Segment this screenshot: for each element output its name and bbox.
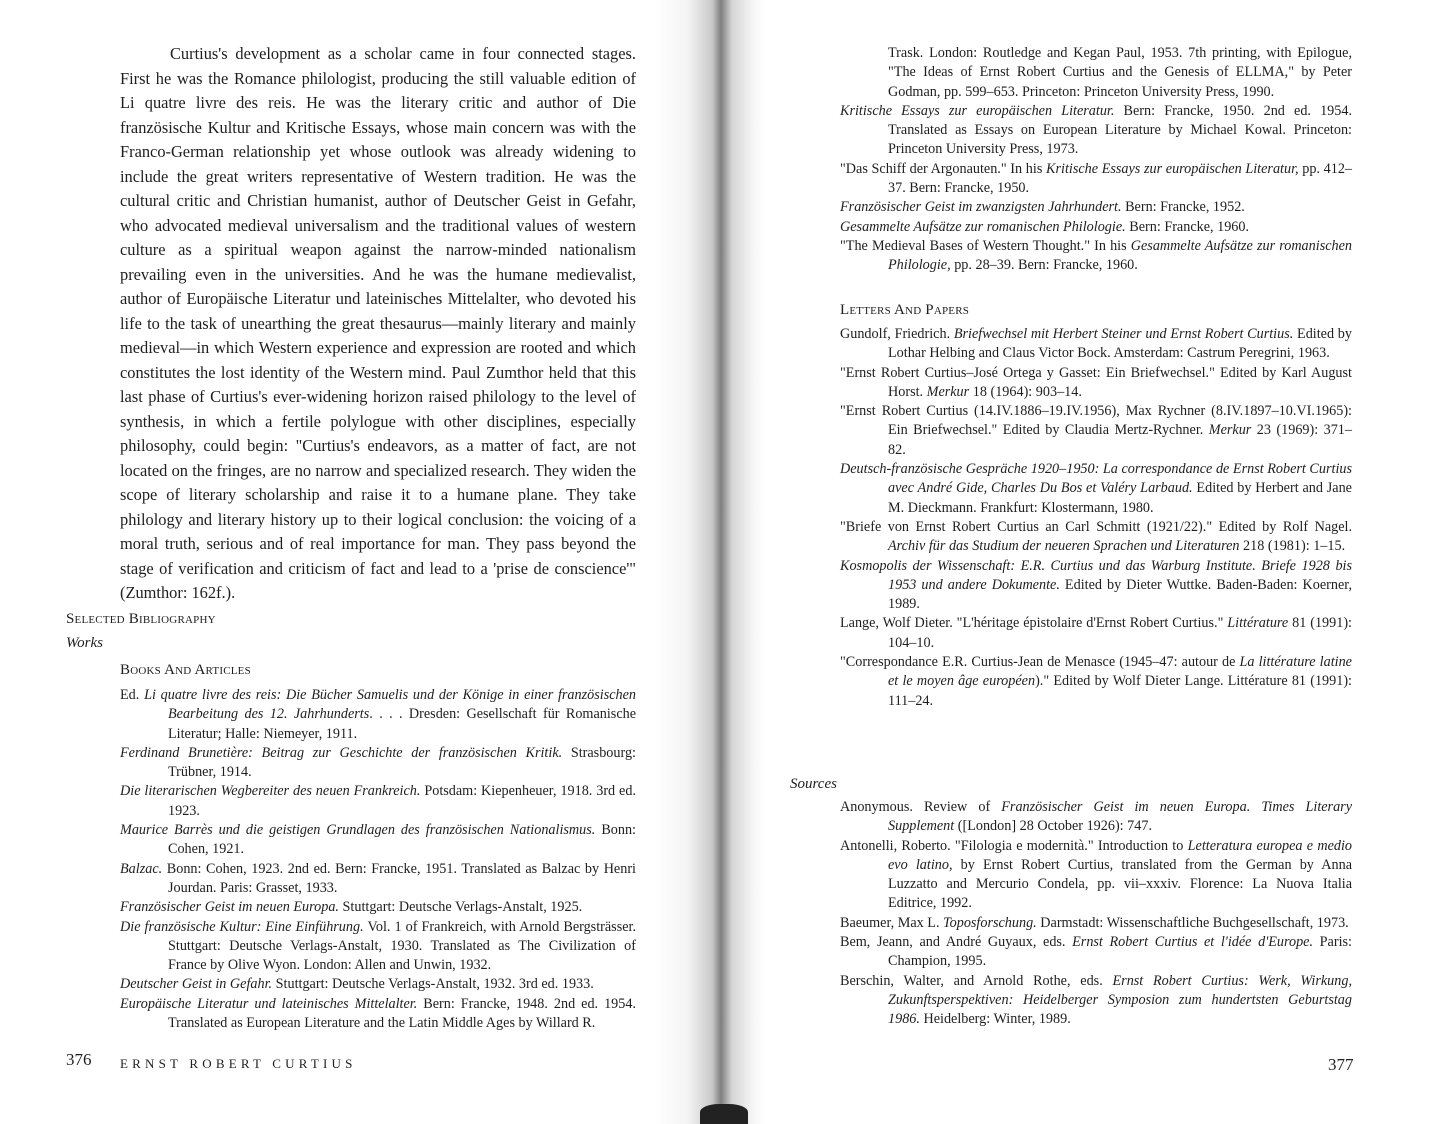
entry-title: Kosmopolis der Wissenschaft: E.R. Curtius und das Warburg Institute. Briefe 1928 bis 1953 und andere Dokumente. <box>840 557 1352 593</box>
entry-title: Merkur <box>926 383 970 400</box>
entry-title: Gesammelte Aufsätze zur romanischen Philologie. <box>840 218 1126 235</box>
letters-heading: Letters And Papers <box>840 302 970 318</box>
bibliography-entry <box>840 614 1352 653</box>
bibliography-entry <box>120 686 636 744</box>
entry-text: . . . . Dresden: Gesellschaft für Romanische Literatur; Halle: Niemeyer, 1911. <box>168 706 637 742</box>
bibliography-entry <box>120 860 636 899</box>
entry-text: )." Edited by Wolf Dieter Lange. Littérature 81 (1991): 111–24. <box>888 673 1352 709</box>
entry-text: Lange, Wolf Dieter. "L'héritage épistolaire d'Ernst Robert Curtius." <box>840 615 1228 632</box>
entry-text: 23 (1969): 371–82. <box>888 422 1352 458</box>
bibliography-entry <box>840 402 1352 460</box>
body-paragraph <box>120 42 636 606</box>
bibliography-entry <box>840 653 1352 711</box>
bibliography-entry <box>840 518 1352 557</box>
entry-title: Merkur <box>1208 422 1252 439</box>
entry-text: "The Medieval Bases of Western Thought." In his <box>840 237 1131 254</box>
bibliography-entry <box>840 237 1352 276</box>
page-number-right: 377 <box>1328 1055 1354 1074</box>
entry-text: 81 (1991): 104–10. <box>888 615 1352 651</box>
entry-text: Bonn: Cohen, 1923. 2nd ed. Bern: Francke, 1951. Translated as Balzac by Henri Jourdan. Paris: Grasset, 1933. <box>162 860 636 896</box>
entry-text: by Ernst Robert Curtius, translated from the German by Anna Luzzatto and Mercurio Condela, pp. vii–xxxiv. Florence: La Nuova Italia Editrice, 1992. <box>888 856 1352 912</box>
bibliography-entry <box>840 102 1352 160</box>
bibliography-entry <box>120 744 636 783</box>
entry-title: Ferdinand Brunetière: Beitrag zur Geschichte der französischen Kritik. <box>120 744 563 761</box>
entry-text: Potsdam: Kiepenheuer, 1918. 3rd ed. 1923. <box>168 783 636 819</box>
running-head: ERNST ROBERT CURTIUS <box>120 1056 357 1071</box>
entry-title: Deutscher Geist in Gefahr. <box>120 976 273 993</box>
entry-title: Deutsch-französische Gespräche 1920–1950: La correspondance de Ernst Robert Curtius avec André Gide, Charles Du Bos et Valéry Larbaud. <box>840 461 1352 497</box>
entry-text: Bonn: Cohen, 1921. <box>168 822 637 858</box>
bibliography-entry <box>840 218 1352 237</box>
entry-title: Die literarischen Wegbereiter des neuen Frankreich. <box>120 783 421 800</box>
entry-title: Kritische Essays zur europäischen Literatur, <box>1046 160 1299 177</box>
entry-text: ([London] 28 October 1926): 747. <box>954 818 1152 835</box>
subsection-sources: Sources <box>790 776 837 792</box>
right-page <box>730 0 1445 1124</box>
entry-text: "Ernst Robert Curtius–José Ortega y Gasset: Ein Briefwechsel." Edited by Karl August Horst. <box>840 364 1352 400</box>
entry-text: Bem, Jeann, and André Guyaux, eds. <box>840 934 1073 951</box>
books-heading: Books And Articles <box>120 662 251 678</box>
entry-text: Edited by Dieter Wuttke. Baden-Baden: Koerner, 1989. <box>888 576 1353 613</box>
bibliography-entry <box>120 918 636 976</box>
bibliography-entry <box>840 460 1352 518</box>
paragraph-text: Curtius's development as a scholar came in four connected stages. First he was the Romance philologist, producing the still valuable edition of Li quatre livre des reis. He was the literary critic and author of Die französische Kultur and Kritische Essays, whose main concern was with the Franco-German relationship yet whose outlook was already widening to include the great writers representative of Western tradition. He was the cultural critic and Christian humanist, author of Deutscher Geist in Gefahr, who advocated medieval universalism and the traditional values of western culture as a spiritual weapon against the narrow-minded nationalism prevailing even in the universities. And he was the humane medievalist, author of Europäische Literatur und lateinisches Mittelalter, who devoted his life to the task of unearthing the great thesaurus—mainly literary and mainly medieval—in which Western experience and expression are rooted and which constitutes the lost identity of the Western mind. Paul Zumthor held that this last phase of Curtius's ever-widening horizon raised philology to the level of synthesis, in which a fertile polylogue with other disciplines, especially philosophy, could begin: "Curtius's endeavors, as a matter of fact, are not located on the fringes, are no narrow and specialized research. They widen the scope of literary scholarship and raise it to a humane plane. They take philology and literary history up to their logical conclusion: the voicing of a moral truth, serious and of real importance for man. They pass beyond the stage of verification and criticism of fact and lead to a 'prise de conscience'" (Zumthor: 162f.). <box>120 44 636 602</box>
entry-text: 18 (1964): 903–14. <box>969 383 1082 400</box>
entry-text: 218 (1981): 1–15. <box>1239 538 1346 555</box>
entry-title: Toposforschung. <box>943 914 1037 931</box>
entry-text: pp. 412–37. Bern: Francke, 1950. <box>888 160 1353 197</box>
entry-title: Briefwechsel mit Herbert Steiner und Ernst Robert Curtius. <box>953 326 1294 342</box>
page-number-left: 376 <box>66 1050 92 1069</box>
entry-title: Li quatre livre des reis: Die Bücher Samuelis und der Könige in einer französischen Bearbeitung des 12. Jahrhunderts <box>144 687 636 723</box>
entry-text: Anonymous. Review of <box>840 799 1002 815</box>
bibliography-list-continued <box>840 44 1352 276</box>
bibliography-entry <box>840 837 1352 914</box>
bibliography-entry <box>840 914 1352 933</box>
entry-title: Ernst Robert Curtius et l'idée d'Europe. <box>1072 934 1314 951</box>
entry-text: Strasbourg: Trübner, 1914. <box>168 744 636 781</box>
bibliography-entry <box>840 325 1352 364</box>
bibliography-entry <box>840 798 1352 837</box>
bibliography-entry <box>120 821 636 860</box>
entry-title: Ernst Robert Curtius: Werk, Wirkung, Zukunftsperspektiven: Heidelberger Symposion zum hundertsten Geburtstag 1986. <box>888 972 1352 1028</box>
entry-title: Littérature <box>1227 615 1289 632</box>
left-page <box>0 0 700 1124</box>
entry-text: Darmstadt: Wissenschaftliche Buchgesellschaft, 1973. <box>1036 914 1349 931</box>
bibliography-entry <box>840 198 1352 217</box>
entry-text: Trask. London: Routledge and Kegan Paul, 1953. 7th printing, with Epilogue, "The Ideas of Ernst Robert Curtius and the Genesis of ELLMA," by Peter Godman, pp. 599–653. Princeton: Princeton University Press, 1990. <box>888 45 1352 100</box>
entry-title: Maurice Barrès und die geistigen Grundlagen des französischen Nationalismus. <box>120 822 596 839</box>
entry-text: Berschin, Walter, and Arnold Rothe, eds. <box>840 972 1113 989</box>
bibliography-entry <box>840 557 1352 615</box>
entry-title: Französischer Geist im neuen Europa. <box>120 899 339 916</box>
bibliography-list-books <box>120 686 636 1033</box>
bibliography-entry <box>120 782 636 821</box>
entry-text: Bern: Francke, 1948. 2nd ed. 1954. Translated as European Literature and the Latin Middle Ages by Willard R. <box>168 995 637 1032</box>
entry-text: Stuttgart: Deutsche Verlags-Anstalt, 1932. 3rd ed. 1933. <box>272 976 594 993</box>
entry-title: Balzac. <box>120 860 163 877</box>
entry-text: "Briefe von Ernst Robert Curtius an Carl Schmitt (1921/22)." Edited by Rolf Nagel. <box>840 518 1352 535</box>
bibliography-list-letters <box>840 325 1352 711</box>
entry-text: Baeumer, Max L. <box>840 914 944 931</box>
entry-text: Gundolf, Friedrich. <box>840 326 954 342</box>
bibliography-list-sources <box>840 798 1352 1030</box>
entry-text: pp. 28–39. Bern: Francke, 1960. <box>950 257 1138 274</box>
entry-text: Edited by Herbert and Jane M. Dieckmann. Frankfurt: Klostermann, 1980. <box>888 480 1352 516</box>
entry-title: Französischer Geist im zwanzigsten Jahrhundert. <box>840 199 1122 216</box>
entry-title: Französischer Geist im neuen Europa. Times Literary Supplement <box>888 799 1352 835</box>
entry-text: Vol. 1 of Frankreich, with Arnold Bergsträsser. Stuttgart: Deutsche Verlags-Anstalt, 1930. Translated as The Civilization of France by Olive Wyon. London: Allen and Unwin, 1932. <box>168 918 636 974</box>
entry-text: "Das Schiff der Argonauten." In his <box>840 160 1047 177</box>
entry-title: Letteratura europea e medio evo latino, <box>888 837 1352 873</box>
bibliography-entry <box>840 972 1352 1030</box>
bibliography-entry <box>840 933 1352 972</box>
entry-text: Ed. <box>120 687 145 703</box>
entry-title: Gesammelte Aufsätze zur romanischen Philologie, <box>888 237 1352 274</box>
entry-title: Kritische Essays zur europäischen Literatur. <box>840 102 1115 119</box>
bibliography-entry <box>840 160 1352 199</box>
entry-text: "Ernst Robert Curtius (14.IV.1886–19.IV.1956), Max Rychner (8.IV.1897–10.VI.1965): Ein Briefwechsel." Edited by Claudia Mertz-Rychner. <box>840 403 1352 439</box>
entry-title: Europäische Literatur und lateinisches Mittelalter. <box>120 995 418 1012</box>
entry-text: Stuttgart: Deutsche Verlags-Anstalt, 1925. <box>338 899 583 916</box>
bibliography-entry <box>120 975 636 994</box>
entry-text: Edited by Lothar Helbing and Claus Victor Bock. Amsterdam: Castrum Peregrini, 1963. <box>888 326 1352 362</box>
entry-text: Bern: Francke, 1960. <box>1125 218 1250 235</box>
bibliography-entry <box>840 44 1352 102</box>
entry-text: Paris: Champion, 1995. <box>888 934 1352 970</box>
entry-text: Bern: Francke, 1950. 2nd ed. 1954. Translated as Essays on European Literature by Michael Kowal. Princeton: Princeton University Press, 1973. <box>888 102 1353 158</box>
subsection-works: Works <box>66 635 103 651</box>
entry-text: Antonelli, Roberto. "Filologia e modernità." Introduction to <box>840 837 1188 854</box>
bibliography-entry <box>120 898 636 917</box>
section-heading-bibliography: Selected Bibliography <box>66 611 216 627</box>
entry-text: "Correspondance E.R. Curtius-Jean de Menasce (1945–47: autour de <box>840 654 1240 671</box>
entry-title: Archiv für das Studium der neueren Sprachen und Literaturen <box>888 538 1240 555</box>
entry-title: La littérature latine et le moyen âge européen <box>888 654 1352 690</box>
entry-title: Die französische Kultur: Eine Einführung. <box>120 918 364 935</box>
bibliography-entry <box>840 364 1352 403</box>
bibliography-entry <box>120 995 636 1034</box>
entry-text: Heidelberg: Winter, 1989. <box>919 1011 1071 1028</box>
entry-text: Bern: Francke, 1952. <box>1121 199 1245 216</box>
